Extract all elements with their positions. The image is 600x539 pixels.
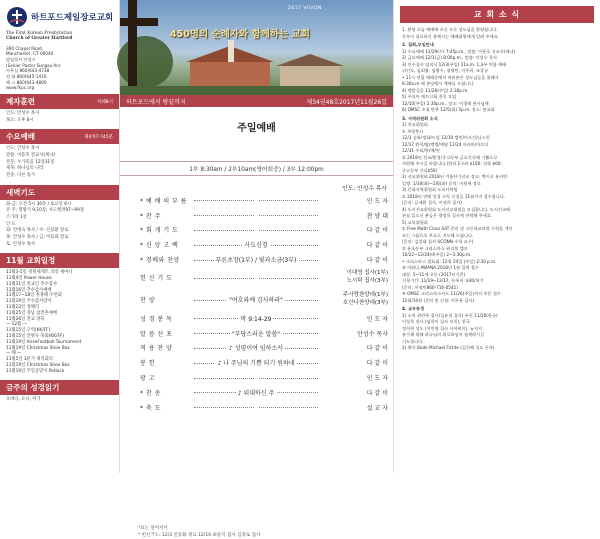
fax: 팩 스 860)643-4800 bbox=[6, 79, 47, 85]
worship-order-detail bbox=[194, 358, 318, 367]
worship-order-person: 다 같 이 bbox=[366, 227, 388, 235]
monthly-schedule-heading bbox=[0, 253, 119, 268]
worship-order-person: 다 같 이 bbox=[366, 257, 388, 265]
news-line: 5) 교육위원회 bbox=[402, 219, 428, 225]
senior-pastor: 담임목사 안성수 bbox=[6, 57, 36, 63]
news-line: 5) 주디아 애프고회 친목 모임 bbox=[402, 94, 457, 99]
worship-order-person: 다 같 이 bbox=[366, 360, 388, 368]
worship-order-person: 다 같 이 bbox=[366, 242, 388, 250]
worship-order-person-line: 주사랑찬양대(1부) bbox=[343, 292, 388, 299]
worship-order-row bbox=[140, 267, 388, 289]
church-website-link[interactable]: www.fkpc.org bbox=[6, 85, 35, 91]
worship-order-item: 성 경 봉 독 bbox=[140, 315, 173, 323]
news-line: ② 2018년 친교/환경/중고등부 금요간식에 기쁨으로 bbox=[402, 154, 498, 160]
news-line: 4) 맨발걸음 11/26(주일) 2:30p.m. bbox=[402, 87, 469, 93]
worship-order-detail-text: 사도신경 bbox=[244, 242, 268, 250]
service-order bbox=[120, 107, 393, 539]
worship-order-row bbox=[140, 385, 388, 400]
news-line: 신청기간: 11/19~12/17, 등록비: $30/학기 bbox=[402, 278, 484, 283]
dawn-prayer-heading bbox=[0, 185, 119, 200]
schedule-item: 11월17~18일 경목팩 수련회 bbox=[6, 293, 62, 299]
wednesday-service-heading bbox=[0, 129, 119, 144]
info-line: 인 도 bbox=[6, 221, 16, 227]
news-line: • 11시 연합 예배중에서 여러분은 성도님들을 위해서 bbox=[402, 74, 499, 80]
news-line: 피선도, 임최왕, 임황수, 정영민, 이주희, 조창규 bbox=[402, 68, 489, 73]
church-news-body bbox=[394, 23, 600, 352]
service-title: 주일예배 bbox=[237, 123, 276, 134]
news-line: 유가족 위해 하나님의 위로하심이 함께하시길 bbox=[402, 332, 485, 337]
church-contact bbox=[0, 44, 119, 91]
monthly-schedule-list bbox=[0, 268, 119, 376]
news-line: 등록이 필요하신 분께서는 예배위원에게 알려 주세요. bbox=[402, 33, 499, 39]
schedule-item: 11월19일 Christmas Shoe Box bbox=[6, 363, 70, 369]
church-name-english-line: The First Korean Presbyterian bbox=[6, 31, 73, 36]
phone: 전 화 860)645-1416 bbox=[6, 74, 47, 80]
schedule-item: 11월5일 3분기 제직회의 bbox=[6, 357, 53, 363]
news-line: 12/10(주일) 2:30p.m., 장소: 이경애 권사님댁 bbox=[402, 100, 489, 106]
worship-order-person: 찬 양 대 bbox=[366, 212, 388, 220]
news-line: (문의: 김성태 집사 UCONN 수학 교수) bbox=[402, 239, 474, 244]
news-line: 2) 선교위원회 2018년 겨울단기선교 장소: 멕시코 유카탄 bbox=[402, 174, 508, 179]
schedule-item: 11월15일 구역(KK/FF) bbox=[6, 328, 51, 334]
dawn-prayer-info bbox=[0, 200, 119, 251]
news-line: 12/3 성화/정화/드림 12/10 엘린/아프간/나스런 bbox=[402, 135, 490, 140]
worship-order-item: 광 고 bbox=[140, 375, 155, 383]
info-line: 오바다, 요나, 미가 bbox=[6, 396, 41, 402]
worship-order-detail-text bbox=[254, 226, 258, 233]
news-line: 일정: 1/30(화)~2/6(화) 문의: 이원재 장로 bbox=[402, 180, 481, 186]
worship-order-row bbox=[140, 370, 388, 385]
worship-order-detail-text: "여호와께 감사하라" bbox=[229, 297, 283, 305]
office-phone: 사무실 860)643-4738 bbox=[6, 68, 50, 74]
news-line: ③ 어와나 AWANA 2018년 1월 입학 접수 bbox=[402, 265, 479, 270]
news-line: 10/22~12/24(매주일) 2~3:30p.m. bbox=[402, 252, 472, 257]
news-line: ① Free Math Class SAT 준비 및 고등학교과정 수학을 개인 bbox=[402, 226, 513, 231]
news-line: 3) 문화사역위원회 도서사역팀 bbox=[402, 187, 458, 192]
worship-order-detail bbox=[194, 226, 318, 233]
news-line: 12월/10월 (문의 및 신청: 이주용 집사) bbox=[402, 297, 474, 303]
news-line: 대상: 5~11세 초등 (2017년기준) bbox=[402, 271, 466, 277]
worship-order-detail bbox=[194, 388, 318, 397]
worship-order-detail-text bbox=[254, 404, 258, 411]
worship-order-person bbox=[318, 270, 388, 286]
worship-order-detail-text bbox=[254, 274, 258, 281]
info-line: 토: 안성수 목사 bbox=[6, 241, 36, 247]
news-line: 1. 환영 오늘 예배에 오신 모든 성도님을 환영합니다. bbox=[402, 27, 498, 32]
worship-order-detail bbox=[194, 404, 318, 411]
worship-order-person: 인 도 자 bbox=[366, 197, 388, 205]
church-header bbox=[0, 0, 119, 44]
service-notes bbox=[138, 525, 260, 539]
worship-order-person: 설 교 자 bbox=[366, 404, 388, 412]
worship-order-row bbox=[140, 311, 388, 326]
worship-order-detail-text: ♪ 성령이여 임하소서 bbox=[228, 345, 283, 353]
worship-order-item: 찬 양 bbox=[140, 297, 155, 305]
worship-order-item: * 축 도 bbox=[140, 404, 161, 412]
worship-order-detail bbox=[194, 274, 318, 281]
worship-order-item: * 예 배 의 부 름 bbox=[140, 197, 188, 205]
section-title: 11월 교회일정 bbox=[6, 256, 56, 266]
schedule-item: 11월15일 안병숙 목회(KK/FF) bbox=[6, 334, 65, 340]
info-line: 스가랴 1장 bbox=[6, 215, 27, 220]
vision-label: 2017 VISION bbox=[288, 6, 322, 11]
worship-order-detail-text: ♪ 나 주님의 기쁨 되기 원하네 bbox=[217, 360, 295, 368]
church-name-english-line: Church of Greater Hartford bbox=[6, 36, 73, 42]
worship-order-detail bbox=[194, 255, 318, 264]
news-line: • 크리스마스 발표회: 12월 24일 (주일) 2:30 p.m. bbox=[402, 258, 497, 264]
section-title: 금주의 성경읽기 bbox=[6, 382, 60, 392]
info-line: 화-금: 오전 5시 30분 / 토요일 6시 bbox=[6, 201, 72, 207]
news-line: 12/31 우리/한/예/연 bbox=[402, 148, 440, 153]
schedule-item: — 해 — bbox=[6, 351, 22, 357]
discipleship-heading bbox=[0, 94, 119, 109]
church-slogan: 하트포드에서 땅끝까지 bbox=[126, 98, 186, 106]
news-line: 8:30a.m.에 본당에서 예배를 드립니다. bbox=[402, 81, 475, 86]
worship-order-detail-text: ♪ 위대하신 주 bbox=[237, 389, 275, 397]
worship-order-item: * 찬 주 bbox=[140, 212, 161, 220]
schedule-item: 11월4일 Power House bbox=[6, 276, 52, 282]
news-line: 3) 안수집사 임직식 12/3(주일) 11a.m. 1,3부 연합 예배 bbox=[402, 61, 507, 67]
news-line: (문의: 이정민860-716-0541) bbox=[402, 284, 458, 290]
news-line: 1) 소천 최만주 집사(김유헌 집사) 부친 11/20(한국) bbox=[402, 312, 498, 318]
news-line: 6) OMSC 초청 만찬 12/5(화) 5p.m. 장소: 본교회 bbox=[402, 107, 495, 112]
info-line: 인도: 안성수 목사 bbox=[6, 111, 40, 117]
worship-order-detail-text bbox=[254, 374, 258, 381]
news-section-title: 3. 사역위원회 소식 bbox=[402, 115, 438, 121]
worship-order-item: * 회 개 기 도 bbox=[140, 227, 179, 235]
info-line: 찬송: 다른 송가 bbox=[6, 173, 36, 179]
worship-order-item: 봉 헌 bbox=[140, 360, 155, 368]
schedule-item: 11월25일 경남 참결혼예배 bbox=[6, 310, 58, 316]
worship-order-detail bbox=[194, 314, 318, 323]
worship-order-row bbox=[140, 252, 388, 267]
news-line: 정희현 성도 (이민영 집사 시아버지), 뉴저지 bbox=[402, 325, 483, 331]
worship-order-detail bbox=[194, 295, 318, 304]
news-section-title: 2. 집회,모임안내 bbox=[402, 42, 434, 47]
section-subtitle: 차례8시 bbox=[97, 99, 113, 105]
schedule-item: 11월26일 전교 양육 bbox=[6, 316, 45, 322]
church-logo-icon bbox=[6, 6, 28, 28]
worship-order-person: 안성수 목사 bbox=[357, 330, 388, 338]
info-line: 목요: 오후 8시 bbox=[6, 117, 34, 123]
news-line: 이성옥 권사 (임한미 집사 모친), 한국 bbox=[402, 319, 470, 324]
church-name-english bbox=[6, 31, 115, 42]
weekly-bible-reading-heading bbox=[0, 380, 119, 395]
info-line: 본 주: 열왕기 9,10장, 사도행전97~99장 bbox=[6, 208, 85, 214]
news-line: 1) 수요예배 11/29(수) 7:45p.m., 말씀: 이용호 선교사(케냐) bbox=[402, 48, 516, 54]
worship-order-detail bbox=[194, 240, 318, 249]
service-times: 1부 8:30am / 2부10am(영어회중) / 3부 12:00pm bbox=[120, 161, 393, 176]
schedule-item: 11월19일 주일공맞이 Potluck bbox=[6, 368, 65, 374]
order-of-worship bbox=[140, 193, 388, 415]
worship-order-person: 다 같 이 bbox=[366, 345, 388, 353]
schedule-item: 11월11일 천교인 추수감사 bbox=[6, 281, 58, 287]
worship-order-person bbox=[318, 292, 388, 308]
worship-order-row bbox=[140, 237, 388, 252]
address-line: 300 Chapel Road, bbox=[6, 45, 44, 51]
schedule-item: 11월16일 추수감사예배 bbox=[6, 287, 52, 293]
news-line: (문의: 류재환 집사, 이정희 집사) bbox=[402, 200, 462, 205]
worship-order-person: 인 도 자 bbox=[366, 315, 388, 323]
news-line: 1) 친교위원회 bbox=[402, 122, 428, 127]
worship-order-item: * 찬 송 bbox=[140, 389, 161, 397]
section-subtitle: 제4차7시45분 bbox=[84, 134, 113, 140]
worship-order-row bbox=[140, 400, 388, 415]
news-line: 12/17 환희/팝/벧엘/예영 12/24 아리아/마르다 bbox=[402, 141, 489, 147]
church-news bbox=[393, 0, 600, 473]
address-line: Manchester, CT 06040 bbox=[6, 51, 54, 57]
news-section-title: 4. 교우동정 bbox=[402, 306, 425, 311]
worship-order-row bbox=[140, 208, 388, 223]
worship-order-row bbox=[140, 289, 388, 311]
info-line: 제목: 하나님의 나라 bbox=[6, 166, 44, 172]
info-line: 화: 안병숙 목사 / 수: 신용환 장로 bbox=[6, 228, 69, 234]
worship-order-detail-text bbox=[254, 212, 258, 219]
discipleship-info bbox=[0, 109, 119, 126]
worship-order-detail bbox=[194, 343, 318, 352]
church-photo-illustration bbox=[120, 0, 393, 95]
schedule-item: 11월3-5일 경북세계트 의장 새마니 bbox=[6, 270, 73, 276]
bulletin-issue-date: 제34권48호2017년11월26일 bbox=[306, 98, 387, 106]
info-line: 본문: 누가복음 12장31절 bbox=[6, 159, 55, 165]
worship-order-item: 헌 신 기 도 bbox=[140, 275, 173, 283]
worship-order-item: * 경배와 찬양 bbox=[140, 257, 180, 265]
worship-order-detail-text: 푸른초장(1부) / 빛과소금(3부) bbox=[215, 257, 297, 265]
worship-order-row bbox=[140, 341, 388, 356]
vision-motto: 450명의 순례자와 함께하는 교회 bbox=[170, 29, 310, 40]
news-line: ① 주방봉사 bbox=[402, 128, 424, 134]
vision-banner bbox=[120, 0, 393, 95]
worship-order-detail bbox=[194, 197, 318, 204]
wednesday-service-info bbox=[0, 144, 119, 181]
news-line: 중고등부 간식$50) bbox=[402, 167, 438, 173]
worship-order-item: 적 용 찬 양 bbox=[140, 345, 173, 353]
worship-order-detail-text bbox=[254, 197, 258, 204]
note-line: *표는 일어서서 bbox=[138, 526, 168, 531]
news-line: 2) 금요예배 12/1(금) 8:00p.m., 말씀: 안성수 목사 bbox=[402, 55, 498, 60]
worship-order-row bbox=[140, 355, 388, 370]
news-line: 또는 그룹으로 무료로 지도해 드립니다. bbox=[402, 232, 474, 238]
news-line: 2) 출산 Bode Michael Fichte (김신혜 성도 손자) bbox=[402, 345, 495, 350]
info-line: 말씀: 이용호 전교사(케냐) bbox=[6, 153, 56, 159]
news-line: 관심 있으신 분들은 방정욱 집사께 연락해 주세요. bbox=[402, 213, 493, 218]
worship-order-row bbox=[140, 223, 388, 238]
worship-order-row bbox=[140, 326, 388, 341]
note-line: * 헌신기도: 12/3 신동화 정료 12/10 최승익 집사 김정로 집사 bbox=[138, 533, 261, 539]
worship-order-item: 말 씀 선 포 bbox=[140, 330, 173, 338]
news-line: 4) 도서선교위원회 도서선교위원을 모집합니다. 도서선교에 bbox=[402, 206, 511, 212]
worship-order-person-line: 호산나찬양대(3부) bbox=[343, 299, 388, 306]
worship-order-detail bbox=[194, 374, 318, 381]
church-news-heading: 교 회 소 식 bbox=[400, 6, 594, 23]
schedule-item: 11월19일 주수감사맞이 bbox=[6, 299, 52, 305]
worship-order-person: 다 같 이 bbox=[366, 389, 388, 397]
weekly-bible-reading bbox=[0, 395, 119, 406]
news-line: 기도합니다. bbox=[402, 338, 424, 344]
church-name: 하트포드제일장로교회 bbox=[31, 13, 114, 23]
worship-order-item: * 신 앙 고 백 bbox=[140, 242, 179, 250]
schedule-item: 11월19일 AriseFootball Tournament bbox=[6, 339, 82, 345]
worship-order-row bbox=[140, 193, 388, 208]
worship-order-person: 인 도 자 bbox=[366, 375, 388, 383]
worship-order-person-line: 이대영 집사(1부) bbox=[346, 270, 388, 277]
news-line: ① 2018년 연례 성경 구독 신청을 11월까지 접수합니다. bbox=[402, 193, 506, 199]
section-title: 제자훈련 bbox=[6, 97, 35, 107]
news-line: ② 유초등부 크리스마스 워지볼 캠프 bbox=[402, 245, 468, 251]
worship-order-detail bbox=[194, 212, 318, 219]
service-leader: 인도: 안성수 목사 bbox=[342, 186, 387, 192]
worship-order-detail-text: 막 9:14-29 bbox=[240, 315, 272, 323]
bulletin-info-bar bbox=[120, 95, 393, 107]
worship-order-detail-text: "부당스러운 말씀" bbox=[232, 330, 280, 338]
news-line: ④ OMSC 크리스마스카드 11/26(주일)까지 주문 접수 bbox=[402, 291, 501, 296]
schedule-item: 11월19일 Christmas Shoe Box bbox=[6, 345, 70, 351]
section-title: 새벽기도 bbox=[6, 187, 35, 197]
news-line: 자원해 주시길 바랍니다.(한과 1구좌 $100: 헌화 $60: bbox=[402, 161, 502, 166]
worship-order-person-line: 노시탁 집사(3부) bbox=[346, 277, 388, 284]
info-line: 목: 안성수 목사 / 금: 이용화 장로 bbox=[6, 234, 69, 240]
info-line: 인도: 안성수 목사 bbox=[6, 146, 40, 152]
schedule-item: — 12월 — bbox=[6, 322, 27, 328]
section-title: 수요예배 bbox=[6, 132, 35, 142]
sidebar bbox=[0, 0, 120, 473]
worship-order-detail bbox=[194, 329, 318, 338]
schedule-item: 11월23일 정해리 bbox=[6, 305, 40, 311]
senior-pastor-english: (Senior Pastor Sungsu An) bbox=[6, 62, 61, 68]
